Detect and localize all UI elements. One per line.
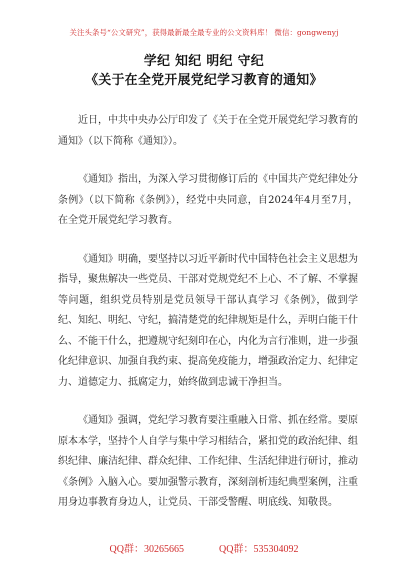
document-body bbox=[58, 111, 358, 532]
document-title bbox=[0, 52, 408, 90]
paragraph: 《通知》指出，为深入学习贯彻修订后的《中国共产党纪律处分条例》（以下简称《条例》），经党中央同意，自2024年4月至7月，在全党开展党纪学习教育。 bbox=[58, 174, 358, 226]
paragraph: 《通知》强调，党纪学习教育要注重融入日常、抓在经常。要原原本本学，坚持个人自学与集中学习相结合，紧扣党的政治纪律、组织纪律、廉洁纪律、群众纪律、工作纪律、生活纪律进行研讨，推动《条例》入脑入心。要加强警示教育，深刻剖析违纪典型案例，注重用身边事教育身边人，让党员、干部受警醒、明底线、知敬畏。 bbox=[58, 415, 358, 508]
header-banner: 关注头条号“公文研究”，获得最新最全最专业的公文资料库！ 微信：gongwenyj bbox=[69, 28, 339, 37]
title-line-2: 《关于在全党开展党纪学习教育的通知》 bbox=[85, 73, 323, 88]
footer-bar bbox=[0, 540, 408, 555]
paragraph: 近日，中共中央办公厅印发了《关于在全党开展党纪学习教育的通知》（以下简称《通知》）。 bbox=[58, 115, 358, 147]
paragraph: 《通知》明确，要坚持以习近平新时代中国特色社会主义思想为指导，聚焦解决一些党员、干部对党规党纪不上心、不了解、不掌握等问题，组织党员特别是党员领导干部认真学习《条例》，做到学纪、知纪、明纪、守纪，搞清楚党的纪律规矩是什么，弄明白能干什么、不能干什么，把遵规守纪刻印在心，内化为言行准则，进一步强化纪律意识、加强自我约束、提高免疫能力，增强政治定力、纪律定力、道德定力、抵腐定力，始终做到忠诚干净担当。 bbox=[58, 253, 358, 388]
title-line-1: 学纪 知纪 明纪 守纪 bbox=[143, 54, 265, 69]
footer-qq-group-2: QQ群：535304092 bbox=[219, 544, 299, 555]
footer-qq-group-1: QQ群：30265665 bbox=[109, 544, 184, 555]
